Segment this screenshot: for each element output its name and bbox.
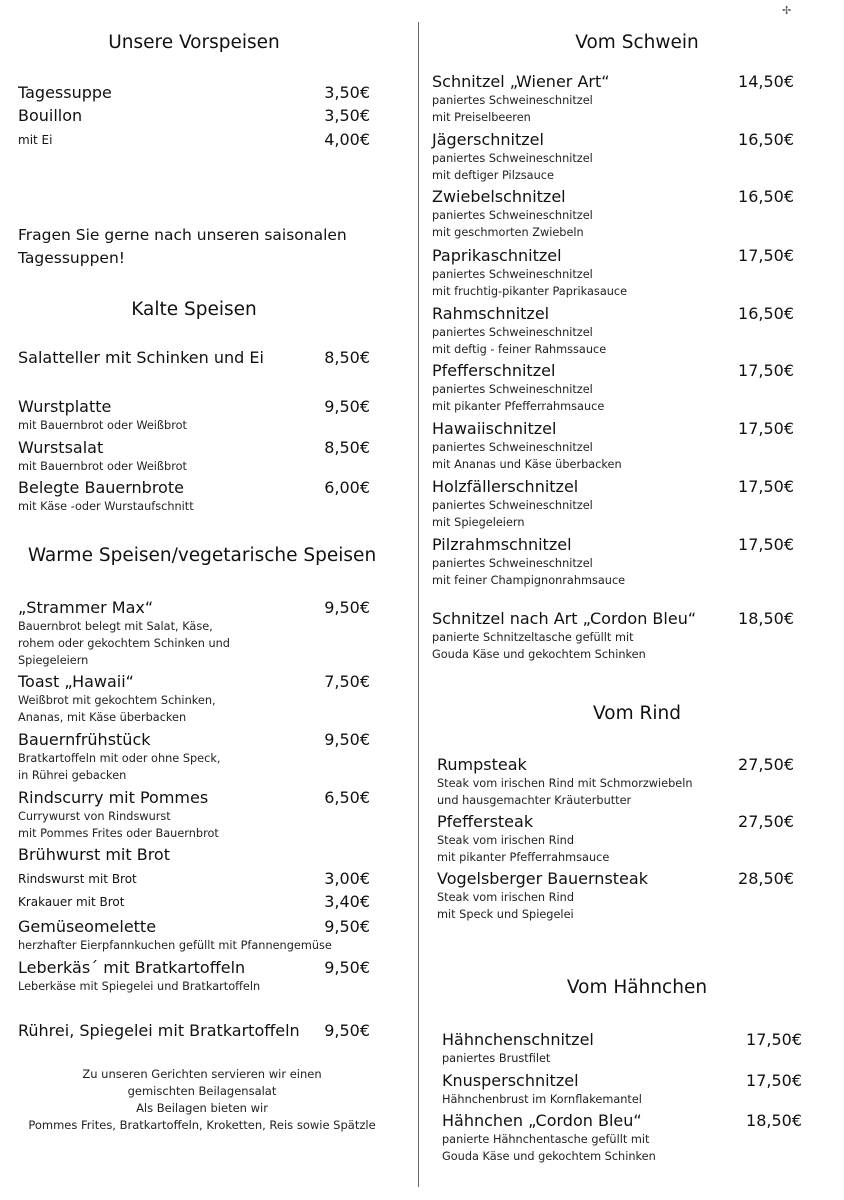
menu-item-knusperschnitzel bbox=[442, 1071, 802, 1108]
item-price: 9,50€ bbox=[324, 958, 370, 977]
item-name: Brühwurst mit Brot bbox=[18, 845, 170, 864]
item-name: Rindswurst mit Brot bbox=[18, 872, 137, 886]
item-description: Hähnchenbrust im Kornflakemantel bbox=[442, 1093, 642, 1106]
menu-item-hawaiischnitzel bbox=[432, 419, 794, 473]
menu-item-bruehwurst bbox=[18, 845, 370, 865]
item-description: Gouda Käse und gekochtem Schinken bbox=[442, 1150, 656, 1163]
item-description: Steak vom irischen Rind bbox=[437, 891, 574, 904]
menu-item-rahmschnitzel bbox=[432, 304, 794, 358]
item-price: 8,50€ bbox=[324, 438, 370, 457]
item-description: mit Käse -oder Wurstaufschnitt bbox=[18, 500, 194, 513]
item-description: mit Speck und Spiegelei bbox=[437, 908, 574, 921]
section-heading-kalte-speisen: Kalte Speisen bbox=[131, 299, 257, 320]
item-description: mit deftig - feiner Rahmssauce bbox=[432, 343, 607, 356]
menu-item-wurstsalat bbox=[18, 438, 370, 475]
item-price: 17,50€ bbox=[738, 477, 794, 496]
item-description: mit Preiselbeeren bbox=[432, 111, 531, 124]
menu-item-pilzrahmschnitzel bbox=[432, 535, 794, 589]
item-price: 6,00€ bbox=[324, 478, 370, 497]
item-price: 4,00€ bbox=[324, 130, 370, 149]
section-heading-haehnchen: Vom Hähnchen bbox=[566, 977, 708, 998]
item-price: 17,50€ bbox=[746, 1030, 802, 1049]
note-line: Tagessuppen! bbox=[18, 249, 126, 267]
item-name: Gemüseomelette bbox=[18, 917, 157, 936]
item-name: Salatteller mit Schinken und Ei bbox=[18, 348, 264, 367]
item-price: 9,50€ bbox=[324, 397, 370, 416]
item-description: herzhafter Eierpfannkuchen gefüllt mit Pfannengemüse bbox=[18, 939, 332, 952]
item-name: Rindscurry mit Pommes bbox=[18, 788, 209, 807]
item-description: paniertes Schweineschnitzel bbox=[432, 268, 593, 281]
item-description: mit Ananas und Käse überbacken bbox=[432, 458, 622, 471]
item-description: panierte Schnitzeltasche gefüllt mit bbox=[432, 631, 634, 644]
item-description: Currywurst von Rindswurst bbox=[18, 810, 171, 823]
item-name: Schnitzel nach Art „Cordon Bleu“ bbox=[432, 609, 697, 628]
item-price: 8,50€ bbox=[324, 348, 370, 367]
item-name: Bouillon bbox=[18, 106, 83, 125]
item-name: Krakauer mit Brot bbox=[18, 895, 125, 909]
item-description: paniertes Schweineschnitzel bbox=[432, 383, 593, 396]
tagessuppen-note bbox=[18, 224, 347, 270]
item-price: 3,00€ bbox=[324, 869, 370, 888]
item-description: paniertes Schweineschnitzel bbox=[432, 557, 593, 570]
scan-mark-icon: ✢ bbox=[782, 4, 792, 17]
item-price: 3,40€ bbox=[324, 892, 370, 911]
menu-item-vogelsberger-bauernsteak bbox=[437, 869, 794, 923]
beilagen-footer bbox=[14, 1066, 390, 1134]
section-heading-vorspeisen: Unsere Vorspeisen bbox=[108, 32, 280, 53]
item-description: in Rührei gebacken bbox=[18, 769, 127, 782]
item-name: Wurstplatte bbox=[18, 397, 112, 416]
item-name: Tagessuppe bbox=[18, 83, 112, 102]
item-name: Rührei, Spiegelei mit Bratkartoffeln bbox=[18, 1021, 300, 1040]
item-name: Holzfällerschnitzel bbox=[432, 477, 579, 496]
item-price: 17,50€ bbox=[738, 535, 794, 554]
menu-item-haehnchenschnitzel bbox=[442, 1030, 802, 1067]
item-name: Bauernfrühstück bbox=[18, 730, 151, 749]
item-price: 16,50€ bbox=[738, 304, 794, 323]
item-name: Zwiebelschnitzel bbox=[432, 187, 566, 206]
item-description: paniertes Schweineschnitzel bbox=[432, 94, 593, 107]
item-name: Wurstsalat bbox=[18, 438, 104, 457]
column-divider bbox=[418, 22, 419, 1187]
item-name: Vogelsberger Bauernsteak bbox=[437, 869, 648, 888]
item-price: 16,50€ bbox=[738, 187, 794, 206]
item-name: Pfefferschnitzel bbox=[432, 361, 556, 380]
item-name: Leberkäs´ mit Bratkartoffeln bbox=[18, 958, 246, 977]
item-price: 7,50€ bbox=[324, 672, 370, 691]
item-description: mit feiner Champignonrahmsauce bbox=[432, 574, 626, 587]
section-heading-schwein: Vom Schwein bbox=[575, 32, 699, 53]
item-name: Toast „Hawaii“ bbox=[18, 672, 134, 691]
item-description: und hausgemachter Kräuterbutter bbox=[437, 794, 632, 807]
item-description: Bratkartoffeln mit oder ohne Speck, bbox=[18, 752, 221, 765]
item-description: panierte Hähnchentasche gefüllt mit bbox=[442, 1133, 650, 1146]
menu-item-rumpsteak bbox=[437, 755, 794, 809]
footer-line: Zu unseren Gerichten servieren wir einen bbox=[82, 1067, 322, 1081]
section-heading-warme-speisen: Warme Speisen/vegetarische Speisen bbox=[27, 545, 377, 566]
item-price: 27,50€ bbox=[738, 755, 794, 774]
menu-item-cordon-bleu-schwein bbox=[432, 609, 794, 663]
item-description: paniertes Brustfilet bbox=[442, 1052, 551, 1065]
menu-item-haehnchen-cordon-bleu bbox=[442, 1111, 802, 1165]
item-description: Leberkäse mit Spiegelei und Bratkartoffeln bbox=[18, 980, 261, 993]
item-name: Knusperschnitzel bbox=[442, 1071, 579, 1090]
item-price: 14,50€ bbox=[738, 72, 794, 91]
item-price: 9,50€ bbox=[324, 598, 370, 617]
menu-item-wiener-art bbox=[432, 72, 794, 126]
menu-item-pfeffersteak bbox=[437, 812, 794, 866]
item-name: Rahmschnitzel bbox=[432, 304, 550, 323]
item-description: mit geschmorten Zwiebeln bbox=[432, 226, 584, 239]
item-price: 18,50€ bbox=[738, 609, 794, 628]
item-description: paniertes Schweineschnitzel bbox=[432, 326, 593, 339]
item-price: 6,50€ bbox=[324, 788, 370, 807]
item-description: Spiegeleiern bbox=[18, 654, 89, 667]
item-name: Schnitzel „Wiener Art“ bbox=[432, 72, 610, 91]
menu-item-bouillon-mit-ei bbox=[18, 130, 370, 150]
item-name: Hähnchenschnitzel bbox=[442, 1030, 594, 1049]
item-price: 27,50€ bbox=[738, 812, 794, 831]
item-description: mit Bauernbrot oder Weißbrot bbox=[18, 460, 187, 473]
item-description: Gouda Käse und gekochtem Schinken bbox=[432, 648, 646, 661]
item-description: mit fruchtig-pikanter Paprikasauce bbox=[432, 285, 628, 298]
item-name: Rumpsteak bbox=[437, 755, 527, 774]
menu-item-ruehrei-spiegelei bbox=[18, 1021, 370, 1041]
footer-line: Als Beilagen bieten wir bbox=[136, 1101, 268, 1115]
menu-item-paprikaschnitzel bbox=[432, 246, 794, 300]
menu-item-toast-hawaii bbox=[18, 672, 370, 726]
item-price: 16,50€ bbox=[738, 130, 794, 149]
item-description: mit Pommes Frites oder Bauernbrot bbox=[18, 827, 219, 840]
item-name: Hawaiischnitzel bbox=[432, 419, 557, 438]
menu-item-salatteller bbox=[18, 348, 370, 368]
item-description: mit pikanter Pfefferrahmsauce bbox=[432, 400, 605, 413]
item-description: Bauernbrot belegt mit Salat, Käse, bbox=[18, 620, 213, 633]
item-price: 3,50€ bbox=[324, 83, 370, 102]
item-description: Steak vom irischen Rind mit Schmorzwiebeln bbox=[437, 777, 693, 790]
item-description: paniertes Schweineschnitzel bbox=[432, 441, 593, 454]
item-description: Steak vom irischen Rind bbox=[437, 834, 574, 847]
section-heading-rind: Vom Rind bbox=[593, 703, 681, 724]
item-name: Pfeffersteak bbox=[437, 812, 534, 831]
menu-item-belegte-bauernbrote bbox=[18, 478, 370, 515]
item-price: 17,50€ bbox=[738, 361, 794, 380]
menu-item-gemueseomelette bbox=[18, 917, 370, 954]
item-price: 9,50€ bbox=[324, 1021, 370, 1040]
footer-line: Pommes Frites, Bratkartoffeln, Kroketten, Reis sowie Spätzle bbox=[28, 1118, 376, 1132]
item-name: Paprikaschnitzel bbox=[432, 246, 562, 265]
menu-item-leberkaes bbox=[18, 958, 370, 995]
item-description: paniertes Schweineschnitzel bbox=[432, 152, 593, 165]
menu-item-wurstplatte bbox=[18, 397, 370, 434]
note-line: Fragen Sie gerne nach unseren saisonalen bbox=[18, 226, 347, 244]
menu-item-krakauer bbox=[18, 892, 370, 912]
menu-item-holzfaellerschnitzel bbox=[432, 477, 794, 531]
item-description: rohem oder gekochtem Schinken und bbox=[18, 637, 230, 650]
item-name: Belegte Bauernbrote bbox=[18, 478, 184, 497]
item-name: Pilzrahmschnitzel bbox=[432, 535, 572, 554]
item-price: 9,50€ bbox=[324, 917, 370, 936]
menu-item-strammer-max bbox=[18, 598, 370, 669]
item-price: 17,50€ bbox=[746, 1071, 802, 1090]
item-description: paniertes Schweineschnitzel bbox=[432, 499, 593, 512]
menu-item-bauernfruehstueck bbox=[18, 730, 370, 784]
menu-item-zwiebelschnitzel bbox=[432, 187, 794, 241]
item-description: mit pikanter Pfefferrahmsauce bbox=[437, 851, 610, 864]
item-name: Hähnchen „Cordon Bleu“ bbox=[442, 1111, 642, 1130]
item-description: mit Bauernbrot oder Weißbrot bbox=[18, 419, 187, 432]
item-description: Ananas, mit Käse überbacken bbox=[18, 711, 187, 724]
item-price: 17,50€ bbox=[738, 246, 794, 265]
item-description: Weißbrot mit gekochtem Schinken, bbox=[18, 694, 216, 707]
item-name: Jägerschnitzel bbox=[432, 130, 544, 149]
item-price: 18,50€ bbox=[746, 1111, 802, 1130]
menu-item-jaegerschnitzel bbox=[432, 130, 794, 184]
menu-item-rindswurst bbox=[18, 869, 370, 889]
item-description: mit Spiegeleiern bbox=[432, 516, 525, 529]
menu-item-bouillon bbox=[18, 106, 370, 126]
menu-item-rindscurry bbox=[18, 788, 370, 842]
footer-line: gemischten Beilagensalat bbox=[127, 1084, 277, 1098]
menu-item-pfefferschnitzel bbox=[432, 361, 794, 415]
item-name: mit Ei bbox=[18, 133, 53, 147]
item-price: 28,50€ bbox=[738, 869, 794, 888]
item-price: 9,50€ bbox=[324, 730, 370, 749]
item-name: „Strammer Max“ bbox=[18, 598, 154, 617]
item-description: paniertes Schweineschnitzel bbox=[432, 209, 593, 222]
menu-item-tagessuppe bbox=[18, 83, 370, 103]
item-price: 17,50€ bbox=[738, 419, 794, 438]
item-price: 3,50€ bbox=[324, 106, 370, 125]
item-description: mit deftiger Pilzsauce bbox=[432, 169, 554, 182]
